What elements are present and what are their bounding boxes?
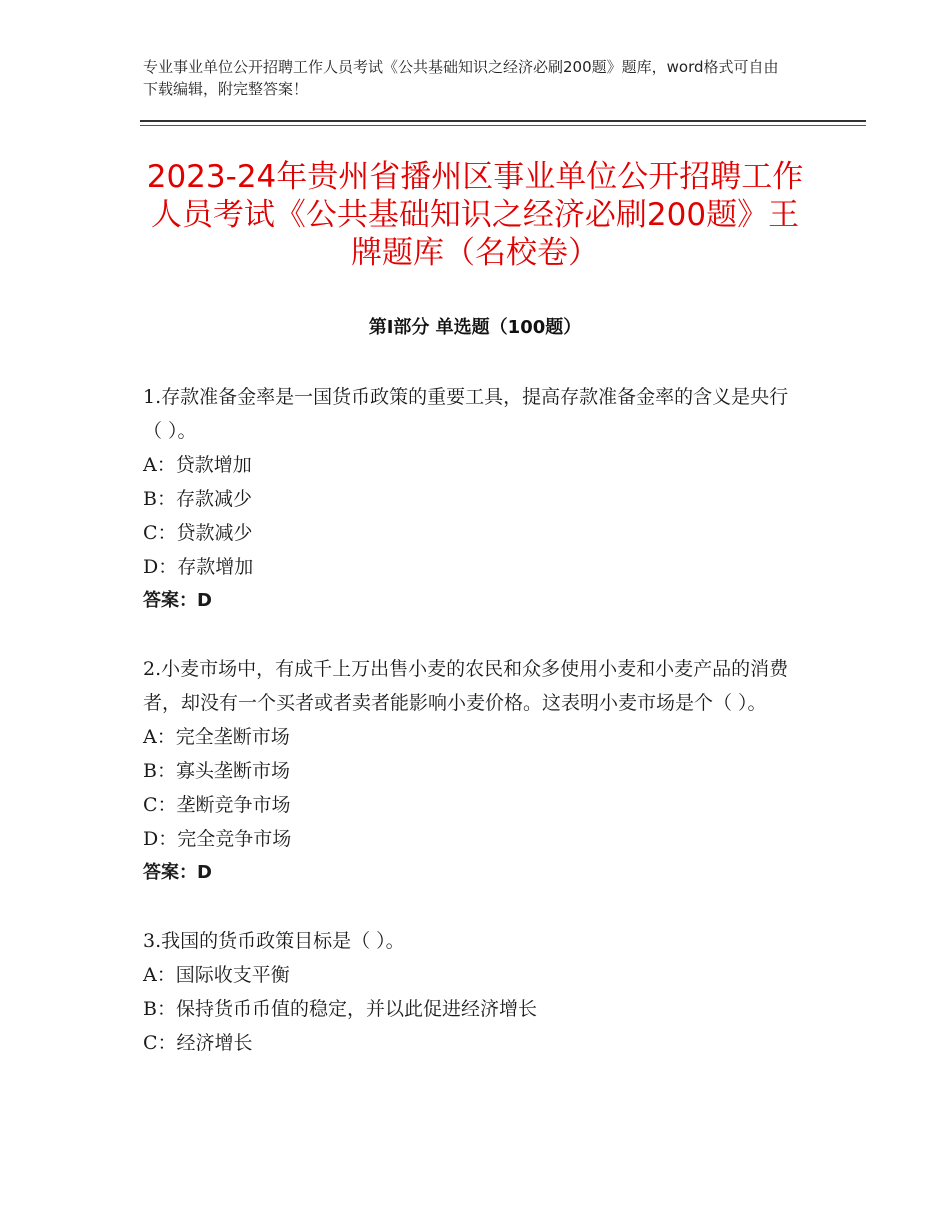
option-c: C：垄断竞争市场 xyxy=(143,794,291,816)
option-b: B：寡头垄断市场 xyxy=(143,760,290,782)
option-a: A：国际收支平衡 xyxy=(143,964,290,986)
option-d: D：存款增加 xyxy=(143,556,254,578)
document-title: 2023-24年贵州省播州区事业单位公开招聘工作人员考试《公共基础知识之经济必刷200题》王牌题库（名校卷） xyxy=(146,159,804,271)
question-1 xyxy=(143,380,798,618)
question-text: 3.我国的货币政策目标是（ ）。 xyxy=(143,930,405,952)
answer: 答案：D xyxy=(143,590,212,611)
section-heading: 第Ⅰ部分 单选题（100题） xyxy=(368,317,582,338)
question-list xyxy=(143,380,798,1060)
option-a: A：贷款增加 xyxy=(143,454,252,476)
option-a: A：完全垄断市场 xyxy=(143,726,290,748)
option-c: C：贷款减少 xyxy=(143,522,253,544)
header-note: 专业事业单位公开招聘工作人员考试《公共基础知识之经济必刷200题》题库，word格式可自由下载编辑，附完整答案！ xyxy=(143,58,779,98)
answer: 答案：D xyxy=(143,862,212,883)
question-text: 1.存款准备金率是一国货币政策的重要工具，提高存款准备金率的含义是央行（ ）。 xyxy=(143,386,789,442)
option-b: B：存款减少 xyxy=(143,488,252,510)
question-text: 2.小麦市场中，有成千上万出售小麦的农民和众多使用小麦和小麦产品的消费者，却没有一个买者或者卖者能影响小麦价格。这表明小麦市场是个（ ）。 xyxy=(143,658,789,714)
question-3 xyxy=(143,924,798,1060)
option-b: B：保持货币币值的稳定，并以此促进经济增长 xyxy=(143,998,537,1020)
option-d: D：完全竞争市场 xyxy=(143,828,292,850)
header-rule-thick xyxy=(140,120,866,122)
option-c: C：经济增长 xyxy=(143,1032,253,1054)
question-2 xyxy=(143,652,798,890)
question-spacer xyxy=(143,890,798,924)
header-rule-thin xyxy=(140,125,866,126)
question-spacer xyxy=(143,618,798,652)
